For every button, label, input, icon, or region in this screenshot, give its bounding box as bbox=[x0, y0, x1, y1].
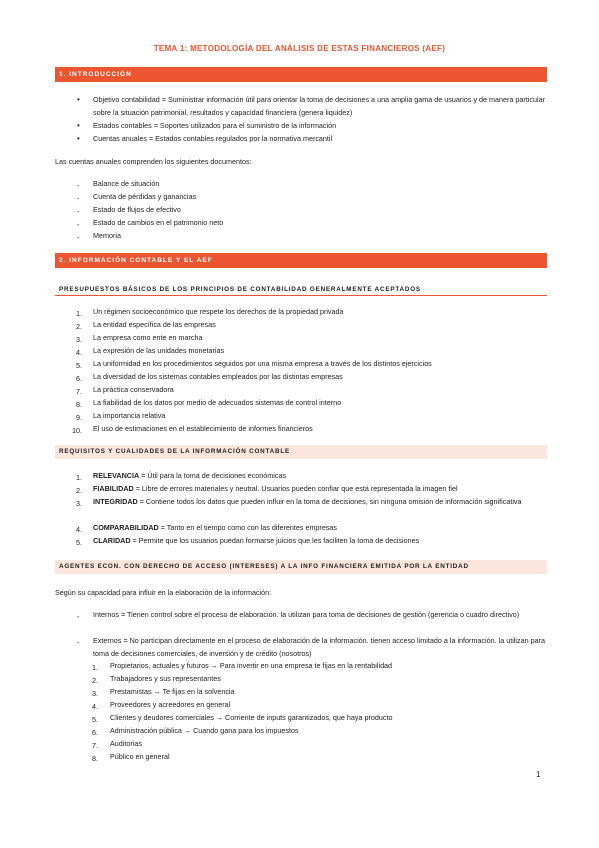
list-item: La uniformidad en los procedimientos seguidos por una misma empresa a través de los distintos ejercicios bbox=[93, 359, 432, 368]
list-number: 4. bbox=[76, 348, 82, 357]
agentes-externos: Externos = No participan directamente en el proceso de elaboración de la información. tienen acceso limitado a la información. la utilizan para toma de decisiones comerciales, de inversión y de crédito (nosotros) bbox=[93, 636, 545, 658]
doc-item: Estado de cambios en el patrimonio neto bbox=[93, 218, 224, 227]
agentes-internos: Internos = Tienen control sobre el proceso de elaboración. la utilizan para toma de decisiones de gestión (gerencia o cuadro directivo) bbox=[93, 610, 520, 619]
doc-item: Cuenta de pérdidas y ganancias bbox=[93, 192, 197, 201]
subheading-presupuestos: PRESUPUESTOS BÁSICOS DE LOS PRINCIPIOS DE CONTABILIDAD GENERALMENTE ACEPTADOS bbox=[55, 286, 547, 296]
list-number: 5. bbox=[92, 715, 98, 724]
dash-marker: - bbox=[77, 233, 80, 242]
list-item: La entidad específica de las empresas bbox=[93, 320, 216, 329]
bullet-cuentas-anuales: Cuentas anuales = Estados contables regulados por la normativa mercantil bbox=[93, 134, 333, 143]
list-number: 2. bbox=[92, 676, 98, 685]
bullet-icon: • bbox=[77, 95, 80, 104]
list-item: La expresión de las unidades monetarias bbox=[93, 346, 225, 355]
list-number: 1. bbox=[76, 473, 82, 482]
list-number: 2. bbox=[76, 486, 82, 495]
requisito-relevancia: RELEVANCIA = Útil para la toma de decisiones económicas bbox=[93, 471, 287, 480]
dash-marker: - bbox=[77, 220, 80, 229]
requisito-integridad: INTEGRIDAD = Contiene todos los datos que pueden influir en la toma de decisiones, sin ninguna omisión de información significativa bbox=[93, 497, 522, 506]
list-item: La práctica conservadora bbox=[93, 385, 174, 394]
doc-item: Estado de flujos de efectivo bbox=[93, 205, 181, 214]
bullet-estados-contables: Estados contables = Soportes utilizados para el suministro de la información bbox=[93, 121, 337, 130]
list-item: Proveedores y acreedores en general bbox=[110, 700, 231, 709]
doc-item: Memoria bbox=[93, 231, 121, 240]
section-heading-introduccion: 1. INTRODUCCIÓN bbox=[55, 67, 547, 82]
list-item: Clientes y deudores comerciales → Corriente de inputs garantizados, que haya producto bbox=[110, 713, 393, 722]
list-number: 10. bbox=[72, 426, 82, 435]
dash-marker: - bbox=[77, 181, 80, 190]
agentes-intro: Según su capacidad para influir en la elaboración de la información: bbox=[55, 588, 272, 597]
list-item: La fiabilidad de los datos por medio de adecuados sistemas de control interno bbox=[93, 398, 342, 407]
dash-marker: - bbox=[77, 612, 80, 621]
list-number: 8. bbox=[92, 754, 98, 763]
list-item: La empresa como ente en marcha bbox=[93, 333, 203, 342]
section-heading-informacion-contable: 2. INFORMACIÓN CONTABLE Y EL AEF bbox=[55, 253, 547, 268]
list-number: 8. bbox=[76, 400, 82, 409]
subheading-agentes: AGENTES ECON. CON DERECHO DE ACCESO (INTERESES) A LA INFO FINANCIERA EMITIDA POR LA ENTIDAD bbox=[55, 560, 547, 574]
requisito-fiabilidad: FIABILIDAD = Libre de errores materiales y neutral. Usuarios pueden confiar que está representada la imagen fiel bbox=[93, 484, 458, 493]
bullet-icon: • bbox=[77, 134, 80, 143]
list-number: 3. bbox=[76, 499, 82, 508]
dash-marker: - bbox=[77, 638, 80, 647]
requisito-comparabilidad: COMPARABILIDAD = Tanto en el tiempo como con las diferentes empresas bbox=[93, 523, 338, 532]
document-title: TEMA 1: METODOLOGÍA DEL ANÁLISIS DE ESTAS FINANCIEROS (AEF) bbox=[153, 44, 446, 53]
page-number: 1 bbox=[536, 770, 541, 779]
list-item: La importancia relativa bbox=[93, 411, 166, 420]
list-number: 5. bbox=[76, 538, 82, 547]
list-number: 7. bbox=[76, 387, 82, 396]
list-number: 9. bbox=[76, 413, 82, 422]
list-number: 1. bbox=[92, 663, 98, 672]
bullet-icon: • bbox=[77, 121, 80, 130]
list-number: 1. bbox=[76, 309, 82, 318]
list-number: 3. bbox=[92, 689, 98, 698]
list-item: Trabajadores y sus representantes bbox=[110, 674, 221, 683]
list-number: 6. bbox=[92, 728, 98, 737]
list-item: La diversidad de los sistemas contables empleados por las distintas empresas bbox=[93, 372, 343, 381]
list-item: Público en general bbox=[110, 752, 170, 761]
cuentas-intro: Las cuentas anuales comprenden los siguientes documentos: bbox=[55, 157, 252, 166]
list-item: Auditorias bbox=[110, 739, 142, 748]
list-number: 4. bbox=[92, 702, 98, 711]
list-item: Administración pública → Cuando gana para los impuestos bbox=[110, 726, 299, 735]
list-item: Prestamistas → Te fijas en la solvencia bbox=[110, 687, 235, 696]
list-number: 6. bbox=[76, 374, 82, 383]
list-item: Un régimen socioeconómico que respete los derechos de la propiedad privada bbox=[93, 307, 344, 316]
dash-marker: - bbox=[77, 194, 80, 203]
subheading-requisitos: REQUISITOS Y CUALIDADES DE LA INFORMACIÓN CONTABLE bbox=[55, 445, 547, 459]
list-number: 2. bbox=[76, 322, 82, 331]
list-item: El uso de estimaciones en el establecimiento de informes financieros bbox=[93, 424, 313, 433]
list-item: Propietarios, actuales y futuros → Para invertir en una empresa te fijas en la rentabilidad bbox=[110, 661, 393, 670]
list-number: 5. bbox=[76, 361, 82, 370]
doc-item: Balance de situación bbox=[93, 179, 160, 188]
bullet-objetivo: Objetivo contabilidad = Suministrar información útil para orientar la toma de decisiones a una amplia gama de usuarios y de manera particular sobre la situación patrimonial, resultados y capacidad financiera (genera liquidez) bbox=[93, 95, 545, 117]
list-number: 3. bbox=[76, 335, 82, 344]
list-number: 7. bbox=[92, 741, 98, 750]
requisito-claridad: CLARIDAD = Permite que los usuarios puedan formarse juicios que les faciliten la toma de decisiones bbox=[93, 536, 420, 545]
list-number: 4. bbox=[76, 525, 82, 534]
dash-marker: - bbox=[77, 207, 80, 216]
